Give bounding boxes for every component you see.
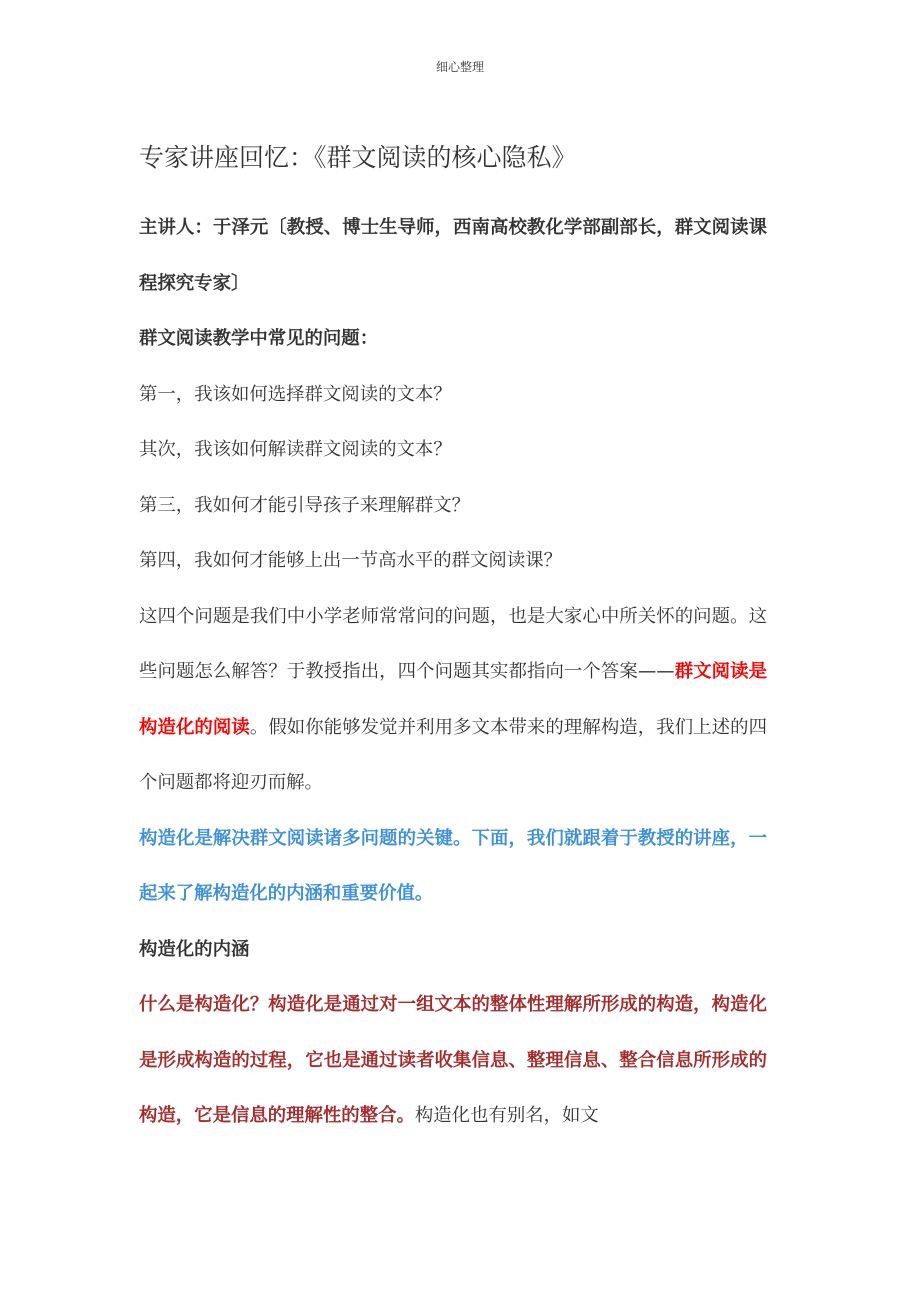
section-heading: 构造化的内涵 <box>139 938 250 960</box>
question-item: 第四，我如何才能够上出一节高水平的群文阅读课？ <box>139 550 562 571</box>
intro-paragraph <box>139 589 767 811</box>
question-item: 第一，我该如何选择群文阅读的文本？ <box>139 383 452 405</box>
document-title: 专家讲座回忆：《群文阅读的核心隐私》 <box>139 143 577 172</box>
key-answer-highlight: 群文阅读是构造化的阅读 <box>139 661 767 738</box>
transition-paragraph: 构造化是解决群文阅读诸多问题的关键。下面，我们就跟着于教授的讲座，一起来了解构造化的内涵和重要价值。 <box>139 827 767 904</box>
intro-text: 这四个问题是我们中小学老师常常问的问题，也是大家心中所关怀的问题。这些问题怎么解答？于教授指出，四个问题其实都指向一个答案—— <box>139 605 767 682</box>
questions-heading: 群文阅读教学中常见的问题： <box>139 328 379 349</box>
definition-paragraph <box>139 977 767 1144</box>
speaker-info: 主讲人：于泽元〔教授、博士生导师，西南高校教化学部副部长，群文阅读课程探究专家〕 <box>139 217 767 294</box>
question-item: 其次，我该如何解读群文阅读的文本？ <box>139 439 452 460</box>
definition-highlight: 什么是构造化？构造化是通过对一组文本的整体性理解所形成的构造，构造化是形成构造的过程，它也是通过读者收集信息、整理信息、整合信息所形成的构造，它是信息的理解性的整合。 <box>139 994 767 1126</box>
intro-text-continued: 。假如你能够发觉并利用多文本带来的理解构造，我们上述的四个问题都将迎刃而解。 <box>139 716 767 793</box>
document-body <box>139 136 767 1144</box>
definition-text-continued: 构造化也有别名，如文 <box>414 1105 599 1126</box>
question-item: 第三，我如何才能引导孩子来理解群文？ <box>139 494 471 516</box>
page-header: 细心整理 <box>435 60 484 74</box>
